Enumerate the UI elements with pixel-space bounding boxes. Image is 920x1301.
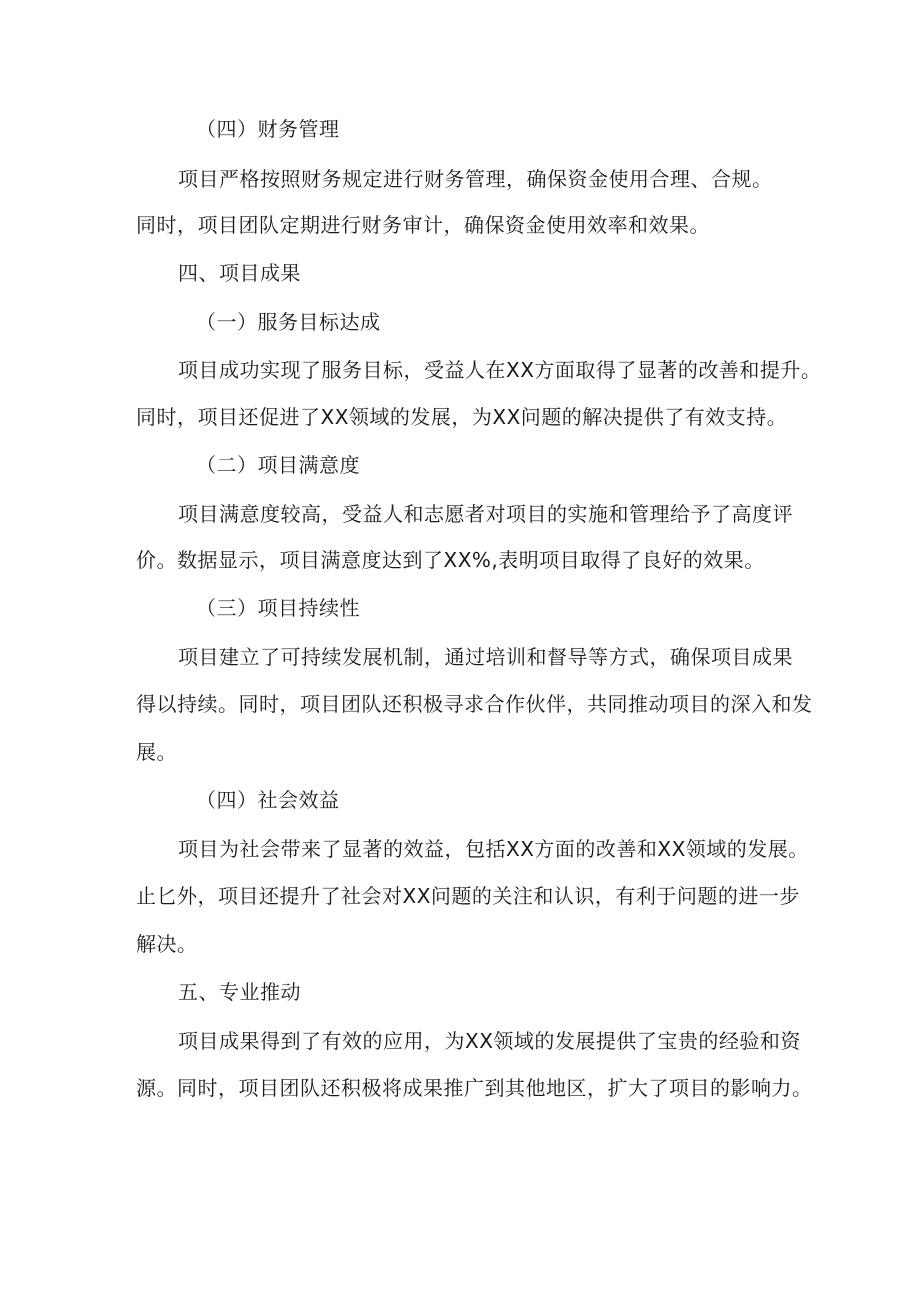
section-heading-professional-promotion: 五、专业推动 — [178, 980, 301, 1004]
paragraph-line: 同时，项目还促进了XX领域的发展，为XX问题的解决提供了有效支持。 — [136, 405, 788, 429]
subsection-heading-sustainability: （三）项目持续性 — [196, 596, 360, 620]
paragraph-line: 项目成功实现了服务目标，受益人在XX方面取得了显著的改善和提升。 — [178, 358, 822, 382]
paragraph-line: 价。数据显示，项目满意度达到了XX%,表明项目取得了良好的效果。 — [136, 548, 765, 572]
subsection-heading-social-benefits: （四）社会效益 — [196, 788, 340, 812]
paragraph-line: 项目严格按照财务规定进行财务管理，确保资金使用合理、合规。 — [178, 167, 773, 191]
paragraph-line: 项目建立了可持续发展机制，通过培训和督导等方式，确保项目成果 — [178, 645, 793, 669]
paragraph-line: 同时，项目团队定期进行财务审计，确保资金使用效率和效果。 — [136, 213, 710, 237]
paragraph-line: 项目成果得到了有效的应用，为XX领域的发展提供了宝贵的经验和资 — [178, 1029, 801, 1053]
paragraph-line: 源。同时，项目团队还积极将成果推广到其他地区，扩大了项目的影响力。 — [136, 1076, 813, 1100]
section-heading-results: 四、项目成果 — [178, 261, 301, 285]
paragraph-line: 解决。 — [136, 932, 198, 956]
paragraph-line: 项目满意度较高，受益人和志愿者对项目的实施和管理给予了高度评 — [178, 502, 793, 526]
subsection-heading-service-goals: （一）服务目标达成 — [196, 310, 381, 334]
paragraph-line: 展。 — [136, 740, 177, 764]
paragraph-line: 得以持续。同时，项目团队还积极寻求合作伙伴，共同推动项目的深入和发 — [136, 692, 813, 716]
subsection-heading-satisfaction: （二）项目满意度 — [196, 453, 360, 477]
subsection-heading-finance: （四）财务管理 — [196, 117, 340, 141]
paragraph-line: 项目为社会带来了显著的效益，包括XX方面的改善和XX领域的发展。 — [178, 837, 809, 861]
paragraph-line: 止匕外，项目还提升了社会对XX问题的关注和认识，有利于问题的进一步 — [136, 884, 800, 908]
